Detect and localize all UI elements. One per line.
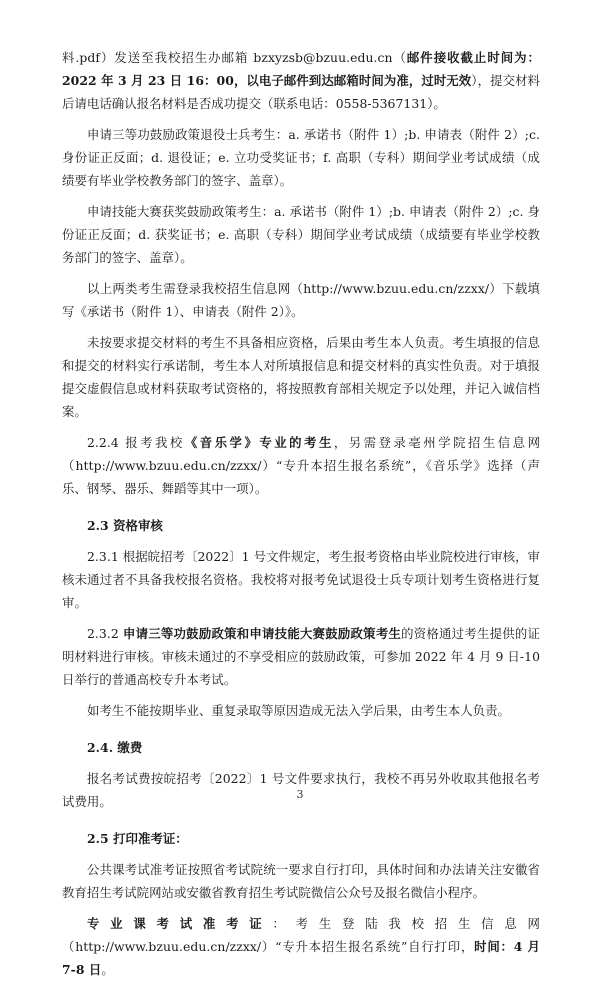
paragraph-email-submission: 料.pdf）发送至我校招生办邮箱 bzxyzsb@bzuu.edu.cn（邮件接收截止时间为：2022 年 3 月 23 日 16：00，以电子邮件到达邮箱时间为准，过时无效），提交材料后请电话确认报名材料是否成功提交（联系电话：0558-5367131）。 xyxy=(62,50,540,111)
paragraph-review-2-3-2: 2.3.2 申请三等功鼓励政策和申请技能大赛鼓励政策考生的资格通过考生提供的证明材料进行审核。审核未通过的不享受相应的鼓励政策，可参加 2022 年 4 月 9 日-10 日举行的普通高校专升本考试。 xyxy=(62,626,540,687)
document-page xyxy=(62,46,540,981)
paragraph-specialty-ticket: 专业课考试准考证：考生登陆我校招生信息网（http://www.bzuu.edu.cn/zzxx/）“专升本招生报名系统”自行打印，时间：4 月 7-8 日。 xyxy=(62,916,540,977)
section-heading-payment: 2.4. 缴费 xyxy=(87,740,143,755)
paragraph-payment: 报名考试费按皖招考〔2022〕1 号文件要求执行，我校不再另外收取其他报名考试费用。 xyxy=(62,771,540,809)
paragraph-responsibility: 未按要求提交材料的考生不具备相应资格，后果由考生本人负责。考生填报的信息和提交的材料实行承诺制，考生本人对所填报信息和提交材料的真实性负责。对于填报提交虚假信息或材料获取考试资格的，将按照教育部相关规定予以处理，并记入诚信档案。 xyxy=(62,335,540,419)
section-heading-admission-ticket: 2.5 打印准考证： xyxy=(87,831,188,846)
music-major-emphasis: 《音乐学》专业的考生 xyxy=(184,435,334,450)
specialty-ticket-label: 专业课考试准考证 xyxy=(87,916,273,931)
section-heading-qualification-review: 2.3 资格审核 xyxy=(87,518,163,533)
paragraph-skills-materials: 申请技能大赛获奖鼓励政策考生：a. 承诺书（附件 1）;b. 申请表（附件 2）;c. 身份证正反面；d. 获奖证书；e. 高职（专科）期间学业考试成绩（成绩要有毕业学校教务部门的签字、盖章）。 xyxy=(62,204,540,265)
paragraph-review-2-3-1: 2.3.1 根据皖招考〔2022〕1 号文件规定，考生报考资格由毕业院校进行审核，审核未通过者不具备我校报名资格。我校将对报考免试退役士兵专项计划考生资格进行复审。 xyxy=(62,549,540,610)
print-time-emphasis: 时间：4 月 7-8 日 xyxy=(62,939,540,977)
paragraph-veteran-materials: 申请三等功鼓励政策退役士兵考生：a. 承诺书（附件 1）;b. 申请表（附件 2）;c. 身份证正反面；d. 退役证；e. 立功受奖证书；f. 高职（专科）期间学业考试成绩（成绩要有毕业学校教务部门的签字、盖章）。 xyxy=(62,127,540,188)
paragraph-public-course-ticket: 公共课考试准考证按照省考试院统一要求自行打印，具体时间和办法请关注安徽省教育招生考试院网站或安徽省教育招生考试院微信公众号及报名微信小程序。 xyxy=(62,862,540,900)
deadline-emphasis: 邮件接收截止时间为：2022 年 3 月 23 日 16：00，以电子邮件到达邮箱时间为准，过时无效 xyxy=(62,50,540,88)
paragraph-download-forms: 以上两类考生需登录我校招生信息网（http://www.bzuu.edu.cn/zzxx/）下载填写《承诺书（附件 1）、申请表（附件 2）》。 xyxy=(62,281,540,319)
paragraph-music-major: 2.2.4 报考我校《音乐学》专业的考生，另需登录亳州学院招生信息网（http://www.bzuu.edu.cn/zzxx/）“专升本招生报名系统”，《音乐学》选择（声乐、钢琴、器乐、舞蹈等其中一项）。 xyxy=(62,435,541,496)
paragraph-graduation-note: 如考生不能按期毕业、重复录取等原因造成无法入学后果，由考生本人负责。 xyxy=(87,703,510,718)
policy-emphasis: 申请三等功鼓励政策和申请技能大赛鼓励政策考生 xyxy=(122,626,402,641)
page-number: 3 xyxy=(296,788,304,801)
